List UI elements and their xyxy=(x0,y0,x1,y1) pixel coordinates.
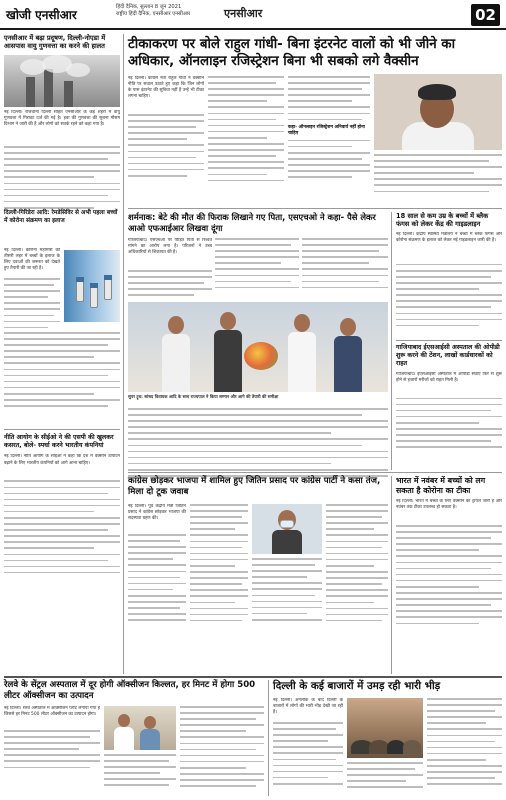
railway-oxygen-text: नई दिल्ली। रेलवे अस्पताल में ऑक्सीजन प्लांट लगाया गया है जिससे हर मिनट 500 लीटर ऑक्सीजन का उत्पादन होगा। xyxy=(4,706,100,718)
hospital-photo xyxy=(104,706,176,750)
column-divider xyxy=(391,476,392,674)
main-story-col-4 xyxy=(374,154,502,197)
vaccine-story-headline: भारत में नवंबर में बच्चों को लग सकता है कोरोना का टीका xyxy=(396,476,486,495)
second-story-headline: शर्मनाक: बेटे की मौत की फिराक लिखाने गए पिता, एसएचओ ने कहा- पैसे लेकर आओ एफआईआर लिखवा दूंगा xyxy=(128,212,376,233)
delhi-market-text: नई दिल्ली। अनलॉक के बाद दिल्ली के बाजारों में लोगों की भारी भीड़ देखी जा रही है। xyxy=(273,698,343,716)
column-divider xyxy=(268,680,269,796)
right-mid-story xyxy=(396,344,502,452)
bjp-story-col-2 xyxy=(190,504,248,626)
right-mid-headline: गाजियाबाद ईएसआईसी अस्पताल की ओपीडी शुरू करने की टेंशन, लाखों कार्डधारकों को राहत xyxy=(396,344,500,368)
page-number: 02 xyxy=(471,4,500,26)
left-top-text: नई दिल्ली। राजधानी दिल्ली सहित एनसीआर के कई शहरों में वायु गुणवत्ता में गिरावट दर्ज की गई है। हवा की गुणवत्ता की सूचना मौसम विभाग ने जारी की है और लोगों को सतर्क रहने को कहा गया है। xyxy=(4,110,120,128)
delhi-market-col-3 xyxy=(427,698,502,789)
second-story-continued xyxy=(128,408,388,481)
left-bottom-text: नई दिल्ली। नीति आयोग के सीईओ ने कहा कि देश में वैक्सीन उत्पादन बढ़ाने के लिए भारतीय कंपनियों को आगे आना चाहिए। xyxy=(4,454,120,466)
main-story-headline-box xyxy=(128,36,502,70)
railway-oxygen-col-3 xyxy=(180,706,264,791)
dateline xyxy=(116,4,190,18)
railway-oxygen-story xyxy=(4,680,264,702)
left-bottom-story xyxy=(4,434,120,578)
left-top-headline: एनसीआर में बढ़ा प्रदूषण, दिल्ली-नोएडा में आसपास वायु गुणवत्ता का करने की हालत xyxy=(4,34,106,51)
officials-group-photo xyxy=(128,302,388,392)
right-top-text: नई दिल्ली। केंद्रीय स्वास्थ्य मंत्रालय ने बच्चों में ब्लैक फंगस और कोरोना संक्रमण के इलाज को लेकर नई गाइडलाइन जारी की है। xyxy=(396,231,502,243)
group-photo-caption-box xyxy=(128,394,388,400)
left-top-story xyxy=(4,34,120,51)
right-mid-text: गाजियाबाद। ईएसआईसी अस्पताल में ओपीडी सेवाएं फिर से शुरू होने से हजारों मरीजों को राहत मिली है। xyxy=(396,371,502,383)
divider xyxy=(128,208,502,209)
left-bottom-headline: नीति आयोग के सीईओ ने की एसपी की खुलकर कसरत, बोले- स्पर्धा करने भारतीय कंपनियां xyxy=(4,434,114,450)
right-top-story xyxy=(396,212,502,331)
group-photo-caption: सुपर ट्रूथ: सांसद विधायक आदि के साथ राज्यपाल ने किया सम्मान और आगे की तैयारी की समीक्षा xyxy=(128,394,279,399)
divider xyxy=(128,472,502,473)
left-sub-headline: दिल्ली-गिरिडेरा आदि: रेमडेसिविर से अभी पहला बच्चों में कोरोना संक्रमण का इलाज xyxy=(4,210,118,224)
pollution-photo xyxy=(4,55,120,107)
railway-oxygen-col-1 xyxy=(4,706,100,773)
delhi-market-col-2 xyxy=(347,762,423,792)
second-story-col-2 xyxy=(215,238,299,293)
newspaper-brand: खोजी एनसीआर xyxy=(6,8,77,22)
dateline-line-1: हिंदी दैनिक, सुल्तान 8 जून 2021 xyxy=(116,4,182,10)
bjp-story-col-4 xyxy=(326,504,388,626)
vaccine-story-text: नई दिल्ली। भारत में बच्चों के लिए वैक्सीन का ट्रायल जारी है और नवंबर तक टीका उपलब्ध हो सकता है। xyxy=(396,499,502,511)
main-story-text: नई दिल्ली। कांग्रेस नेता राहुल गांधी ने वैक्सीन नीति पर सवाल उठाते हुए कहा कि जिन लोगों के पास इंटरनेट की सुविधा नहीं है उन्हें भी टीका लगना चाहिए। xyxy=(128,76,204,100)
main-story-col-3 xyxy=(288,76,370,182)
main-story-col-2 xyxy=(208,76,284,186)
left-sub-body xyxy=(4,248,60,339)
bjp-story-text: नई दिल्ली। पूर्व केंद्रीय मंत्री जितिन प्रसाद ने कांग्रेस छोड़कर भाजपा की सदस्यता ग्रहण की। xyxy=(128,504,186,522)
column-divider xyxy=(391,212,392,470)
left-sub-text: नई दिल्ली। कोरोना महामारी की तीसरी लहर में बच्चों के इलाज के लिए दवाओं की जरूरत को देखते हुए तैयारी की जा रही है। xyxy=(4,248,60,272)
divider xyxy=(4,429,120,430)
second-story-col-1 xyxy=(128,238,212,300)
main-story-pull-quote: कहा- ऑनलाइन रजिस्ट्रेशन अनिवार्य नहीं होना चाहिए xyxy=(288,124,365,136)
delhi-market-headline: दिल्ली के कई बाजारों में उमड़ रही भारी भीड़ xyxy=(273,680,441,692)
second-story-text: गाजियाबाद। एसएचओ पर पीड़ित पिता से रिश्वत मांगने का आरोप लगा है। परिजनों ने उच्च अधिकारियों से शिकायत की है। xyxy=(128,238,212,256)
left-sub-more xyxy=(4,332,120,411)
rahul-gandhi-photo xyxy=(374,74,502,150)
crowded-market-photo xyxy=(347,698,423,758)
bjp-story-col-3 xyxy=(252,558,322,625)
bjp-story-col-1 xyxy=(128,504,186,625)
railway-oxygen-headline: रेलवे के सेंट्रल अस्पताल में दूर होगी ऑक्सीजन किल्लत, हर मिनट में होगा 500 लीटर ऑक्सीजन का उत्पादन xyxy=(4,680,256,701)
delhi-market-col-1 xyxy=(273,698,343,789)
delhi-market-story xyxy=(273,680,502,693)
bjp-story-headline: कांग्रेस छोड़कर भाजपा में शामिल हुए जितिन प्रसाद पर कांग्रेस पार्टी ने कसा तंज, मिला दो टूक जवाब xyxy=(128,476,381,497)
left-sub-story xyxy=(4,210,120,225)
right-top-headline: 18 साल से कम उम्र के बच्चों में ब्लैक फंगस को लेकर केंद्र की गाइडलाइन xyxy=(396,212,489,229)
railway-oxygen-col-2 xyxy=(104,754,176,791)
dateline-line-2: राष्ट्रीय हिंदी दैनिक, एनसीआर एनसीआर xyxy=(116,11,191,17)
left-top-body xyxy=(4,110,120,213)
column-divider xyxy=(123,34,124,674)
divider xyxy=(4,676,502,678)
masked-person-photo xyxy=(252,504,322,554)
bjp-story xyxy=(128,476,388,498)
second-story-col-3 xyxy=(302,238,388,293)
main-story-headline: टीकाकरण पर बोले राहुल गांधी- बिना इंटरनेट वालों को भी जीने का अधिकार, ऑनलाइन रजिस्ट्रेशन बिना भी सबको लगे वैक्सीन xyxy=(128,37,456,69)
medicine-vial-photo xyxy=(64,250,120,322)
divider xyxy=(396,340,502,341)
vaccine-story xyxy=(396,476,502,629)
second-story xyxy=(128,212,388,234)
main-story-col-1 xyxy=(128,76,204,181)
masthead xyxy=(0,0,506,30)
section-name: एनसीआर xyxy=(224,7,263,20)
